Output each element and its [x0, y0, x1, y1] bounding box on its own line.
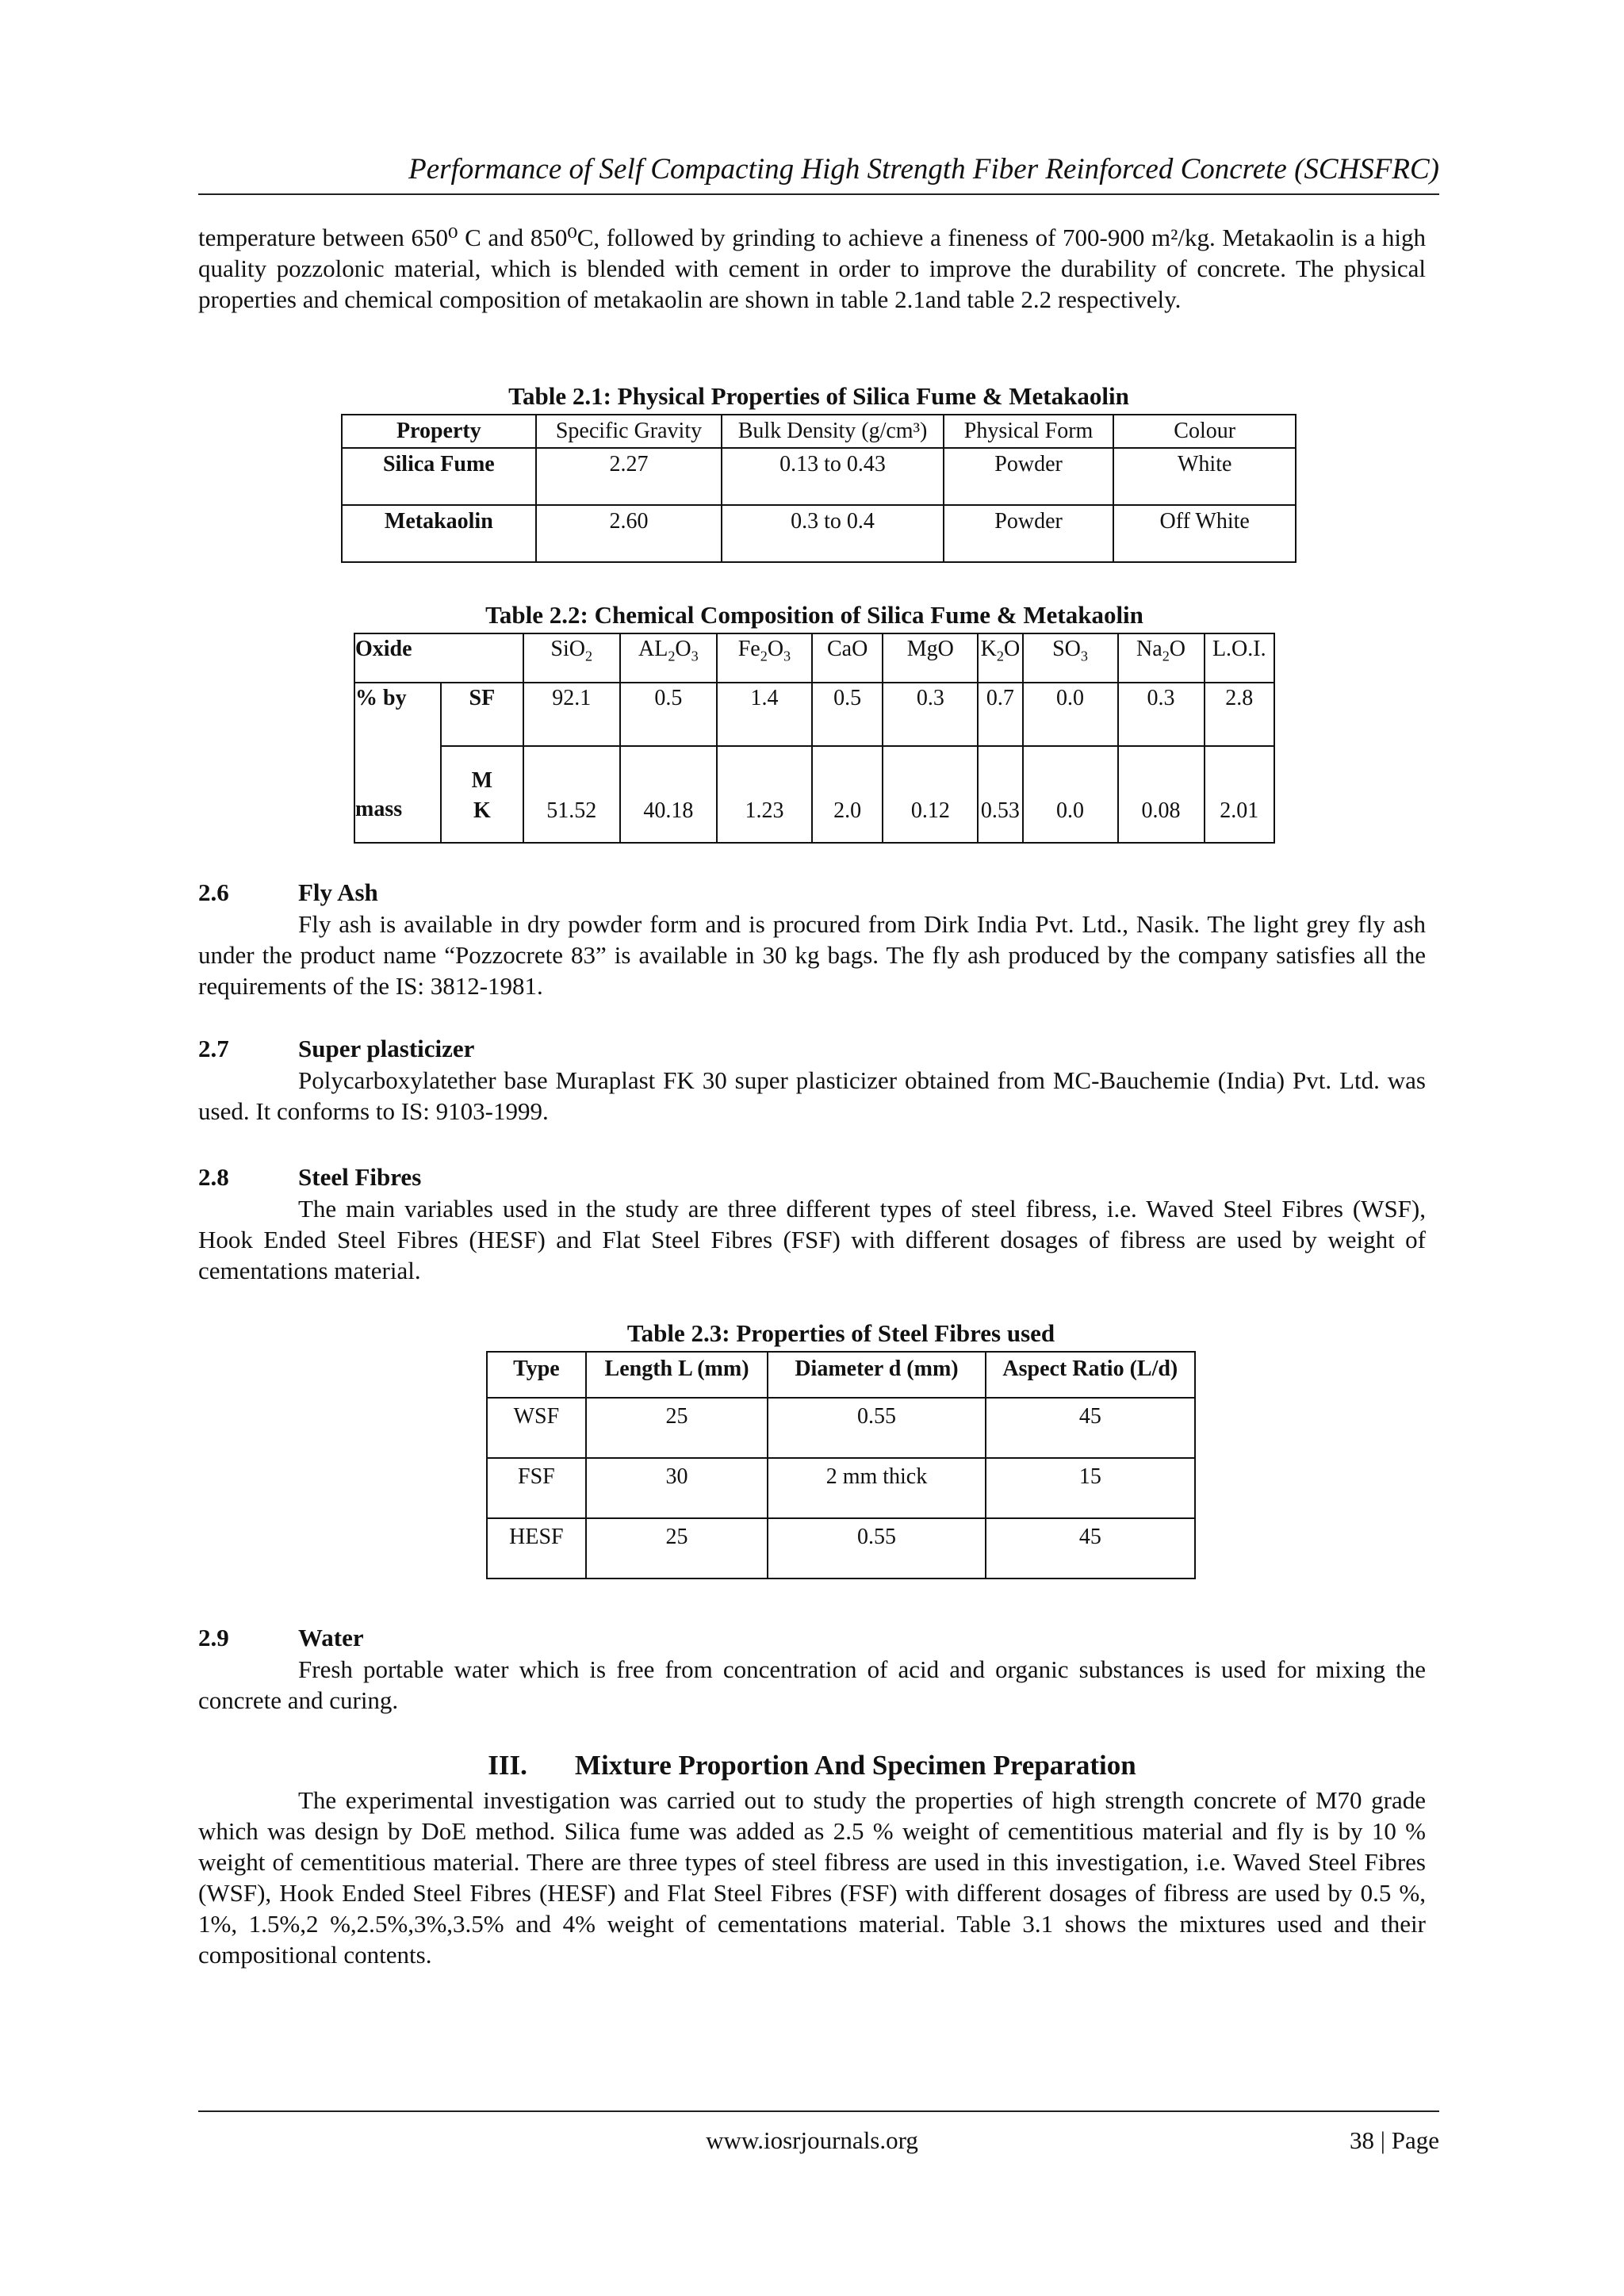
table-cell: 1.23	[717, 746, 812, 843]
table-cell: 45	[986, 1518, 1195, 1578]
table-cell: 0.53	[978, 746, 1022, 843]
header-rule	[198, 193, 1439, 195]
table-cell: 0.13 to 0.43	[722, 448, 943, 505]
table-cell: 2.8	[1205, 683, 1274, 746]
section-2-8-body: The main variables used in the study are three different types of steel fibress, i.e. Waved Steel Fibres (WSF), Hook Ended Steel Fibres (HESF) and Flat Steel Fibres (FSF) with different dosages of fibress are used by weight of cementations material.	[198, 1195, 1426, 1284]
section-title: Water	[298, 1624, 364, 1651]
table-cell: 2.0	[812, 746, 883, 843]
table-header-row	[342, 415, 1296, 448]
table-cell: 0.55	[768, 1398, 985, 1458]
table-cell: 0.7	[978, 683, 1022, 746]
header-cell: Bulk Density (g/cm³)	[722, 415, 943, 448]
table-cell: Off White	[1113, 505, 1296, 562]
header-cell: Aspect Ratio (L/d)	[986, 1352, 1195, 1398]
mk-label-line-1: M	[471, 768, 493, 793]
section-number: 2.6	[198, 878, 229, 906]
table-row	[487, 1518, 1195, 1578]
section-title: Fly Ash	[298, 878, 378, 906]
table-cell: 45	[986, 1398, 1195, 1458]
table-cell: Powder	[944, 448, 1114, 505]
mk-row	[354, 746, 1274, 843]
mk-label-line-2: K	[473, 798, 491, 823]
section-2-7-heading	[198, 1034, 474, 1064]
section-3-body: The experimental investigation was carried out to study the properties of high strength concrete of M70 grade which was design by DoE method. Silica fume was added as 2.5 % weight of cementitious material and fly is by 10 % weight of cementitious material. There are three types of steel fibress are used in this investigation, i.e. Waved Steel Fibres (WSF), Hook Ended Steel Fibres (HESF) and Flat Steel Fibres (FSF) with different dosages of fibress are used by 0.5 %, 1%, 1.5%,2 %,2.5%,3%,3.5% and 4% weight of cementations material. Table 3.1 shows the mixtures used and their compositional contents.	[198, 1786, 1426, 1969]
header-cell: Specific Gravity	[536, 415, 722, 448]
oxide-header: SiO$_2$	[523, 633, 620, 683]
footer-url: www.iosrjournals.org	[706, 2126, 918, 2154]
section-number: 2.8	[198, 1163, 229, 1191]
oxide-header: MgO	[883, 633, 978, 683]
table-cell: 15	[986, 1458, 1195, 1518]
header-cell: Diameter d (mm)	[768, 1352, 985, 1398]
table-cell: 0.0	[1023, 746, 1118, 843]
table-cell: 2.60	[536, 505, 722, 562]
running-title: Performance of Self Compacting High Strength Fiber Reinforced Concrete (SCHSFRC)	[408, 153, 1439, 186]
table-cell: 2.01	[1205, 746, 1274, 843]
table-header-row	[487, 1352, 1195, 1398]
table-cell: 25	[586, 1518, 768, 1578]
table-cell: 0.0	[1023, 683, 1118, 746]
table-cell: 0.55	[768, 1518, 985, 1578]
table-2-1	[341, 414, 1297, 563]
table-2-2	[354, 633, 1275, 844]
oxide-header: $Na_2O$	[1118, 633, 1205, 683]
table-cell: 0.3	[883, 683, 978, 746]
intro-paragraph: temperature between 650⁰ C and 850⁰C, followed by grinding to achieve a fineness of 700-900 m²/kg. Metakaolin is a high quality pozzolonic material, which is blended with cement in order to improve the durability of concrete. The physical properties and chemical composition of metakaolin are shown in table 2.1and table 2.2 respectively.	[198, 224, 1426, 313]
table-2-3-caption: Table 2.3: Properties of Steel Fibres used	[626, 1319, 1055, 1347]
section-title: Steel Fibres	[298, 1163, 422, 1191]
oxide-header: $Fe_2O_3$	[717, 633, 812, 683]
table-cell: 0.5	[812, 683, 883, 746]
row-label: Metakaolin	[342, 505, 536, 562]
page-number: 38 | Page	[1350, 2126, 1439, 2154]
row-label: Silica Fume	[342, 448, 536, 505]
section-2-8-heading	[198, 1162, 421, 1192]
oxide-header: CaO	[812, 633, 883, 683]
table-cell: 0.08	[1118, 746, 1205, 843]
oxide-header-row	[354, 633, 1274, 683]
section-2-9-body: Fresh portable water which is free from concentration of acid and organic substances is used for mixing the concrete and curing.	[198, 1655, 1426, 1714]
section-title: Mixture Proportion And Specimen Preparation	[574, 1750, 1136, 1781]
table-cell: 0.12	[883, 746, 978, 843]
oxide-header: $AL_2O_3$	[620, 633, 717, 683]
table-cell: 2.27	[536, 448, 722, 505]
oxide-label: Oxide	[354, 633, 523, 683]
sf-row	[354, 683, 1274, 746]
header-cell: Colour	[1113, 415, 1296, 448]
table-cell: Powder	[944, 505, 1114, 562]
section-2-9-heading	[198, 1623, 364, 1653]
table-cell: 25	[586, 1398, 768, 1458]
oxide-header: L.O.I.	[1205, 633, 1274, 683]
oxide-header: $SO_3$	[1023, 633, 1118, 683]
table-row	[487, 1398, 1195, 1458]
section-number: III.	[488, 1750, 527, 1781]
row-label-sf: SF	[441, 683, 523, 746]
row-label-mk	[441, 746, 523, 843]
table-row	[342, 505, 1296, 562]
table-row	[342, 448, 1296, 505]
table-row	[487, 1458, 1195, 1518]
section-number: 2.7	[198, 1035, 229, 1062]
section-2-6-heading	[198, 878, 378, 908]
table-cell: 30	[586, 1458, 768, 1518]
table-cell: HESF	[487, 1518, 586, 1578]
section-number: 2.9	[198, 1624, 229, 1651]
table-2-1-caption: Table 2.1: Physical Properties of Silica Fume & Metakaolin	[508, 382, 1129, 410]
table-cell: 0.3	[1118, 683, 1205, 746]
table-cell: 0.5	[620, 683, 717, 746]
section-3-heading	[198, 1748, 1426, 1783]
row-label-by: % by	[354, 683, 441, 746]
table-cell: 92.1	[523, 683, 620, 746]
table-cell: 1.4	[717, 683, 812, 746]
table-cell: 0.3 to 0.4	[722, 505, 943, 562]
table-cell: FSF	[487, 1458, 586, 1518]
section-2-6-body: Fly ash is available in dry powder form and is procured from Dirk India Pvt. Ltd., Nasik. The light grey fly ash under the product name “Pozzocrete 83” is available in 30 kg bags. The fly ash produced by the company satisfies all the requirements of the IS: 3812-1981.	[198, 910, 1426, 1000]
table-cell: White	[1113, 448, 1296, 505]
table-cell: 40.18	[620, 746, 717, 843]
header-cell: Type	[487, 1352, 586, 1398]
table-cell: 2 mm thick	[768, 1458, 985, 1518]
table-2-3	[486, 1351, 1196, 1579]
header-cell: Property	[342, 415, 536, 448]
table-cell: WSF	[487, 1398, 586, 1458]
header-cell: Physical Form	[944, 415, 1114, 448]
footer-rule	[198, 2110, 1439, 2112]
header-cell: Length L (mm)	[586, 1352, 768, 1398]
table-2-2-caption: Table 2.2: Chemical Composition of Silica Fume & Metakaolin	[485, 601, 1143, 629]
table-cell: 51.52	[523, 746, 620, 843]
oxide-header: $K_2O$	[978, 633, 1022, 683]
section-2-7-body: Polycarboxylatether base Muraplast FK 30 super plasticizer obtained from MC-Bauchemie (India) Pvt. Ltd. was used. It conforms to IS: 9103-1999.	[198, 1066, 1426, 1125]
row-label-mass: mass	[354, 746, 441, 843]
section-title: Super plasticizer	[298, 1035, 475, 1062]
